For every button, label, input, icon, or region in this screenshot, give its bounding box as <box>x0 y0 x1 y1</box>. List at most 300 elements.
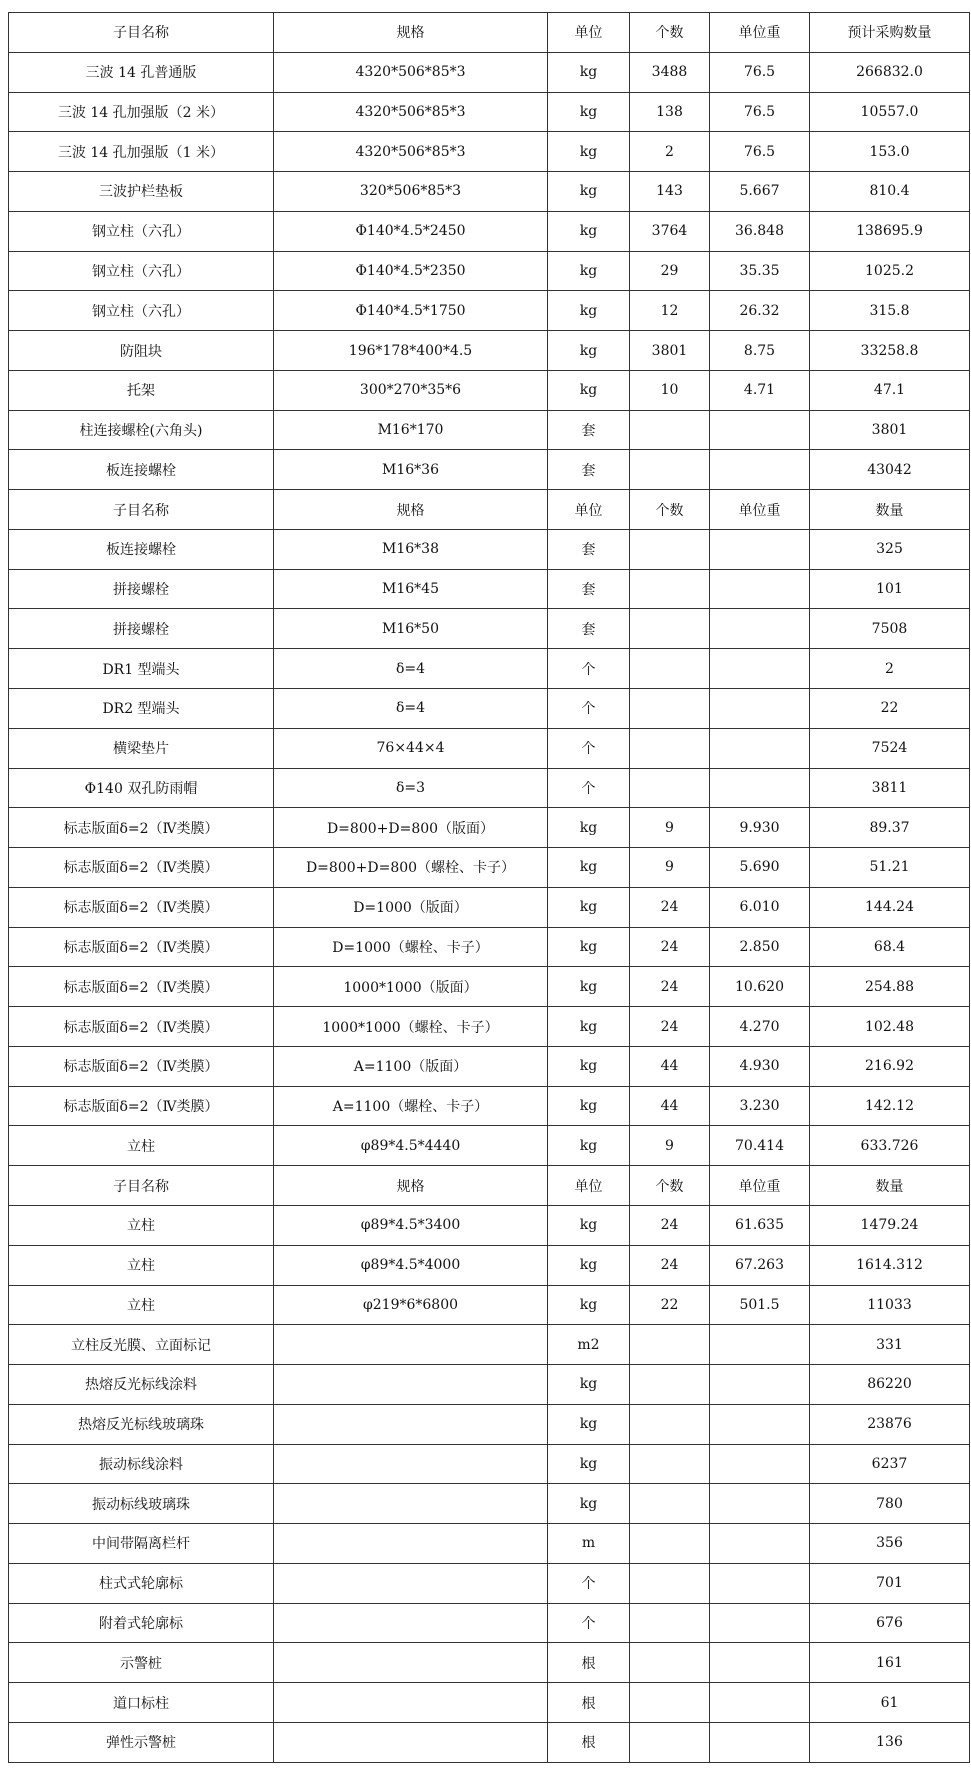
count-cell: 2 <box>630 132 710 172</box>
column-header: 单位重 <box>710 13 810 53</box>
unit-cell: 套 <box>548 410 630 450</box>
count-cell <box>630 450 710 490</box>
table-row <box>9 52 970 92</box>
count-cell: 12 <box>630 291 710 331</box>
unit-weight-cell: 5.667 <box>710 172 810 212</box>
header-row <box>9 13 970 53</box>
unit-cell: 套 <box>548 529 630 569</box>
item-name-cell: 标志版面δ=2（Ⅳ类膜） <box>9 1046 274 1086</box>
unit-cell: kg <box>548 1484 630 1524</box>
item-name-cell: 三波 14 孔加强版（2 米） <box>9 92 274 132</box>
quantity-cell: 1025.2 <box>810 251 970 291</box>
table-row <box>9 450 970 490</box>
item-name-cell: 立柱 <box>9 1285 274 1325</box>
unit-cell: 套 <box>548 450 630 490</box>
item-name-cell: 标志版面δ=2（Ⅳ类膜） <box>9 967 274 1007</box>
unit-weight-cell: 9.930 <box>710 808 810 848</box>
spec-cell: M16*45 <box>274 569 548 609</box>
item-name-cell: 热熔反光标线涂料 <box>9 1365 274 1405</box>
spec-cell: φ89*4.5*4000 <box>274 1245 548 1285</box>
spec-cell: A=1100（版面） <box>274 1046 548 1086</box>
unit-cell: kg <box>548 92 630 132</box>
column-header: 单位 <box>548 1166 630 1206</box>
quantity-cell: 254.88 <box>810 967 970 1007</box>
table-row <box>9 291 970 331</box>
count-cell <box>630 768 710 808</box>
spec-cell: φ89*4.5*3400 <box>274 1205 548 1245</box>
item-name-cell: 拼接螺栓 <box>9 569 274 609</box>
column-header: 个数 <box>630 13 710 53</box>
column-header: 规格 <box>274 490 548 530</box>
table-row <box>9 609 970 649</box>
spec-cell: D=800+D=800（版面） <box>274 808 548 848</box>
count-cell <box>630 1404 710 1444</box>
column-header: 单位重 <box>710 1166 810 1206</box>
spec-cell: D=1000（版面） <box>274 887 548 927</box>
column-header: 预计采购数量 <box>810 13 970 53</box>
unit-cell: kg <box>548 251 630 291</box>
unit-weight-cell: 10.620 <box>710 967 810 1007</box>
unit-weight-cell <box>710 1683 810 1723</box>
spec-cell: 1000*1000（螺栓、卡子） <box>274 1007 548 1047</box>
item-name-cell: 示警桩 <box>9 1643 274 1683</box>
table-row <box>9 689 970 729</box>
unit-weight-cell <box>710 569 810 609</box>
table-row <box>9 331 970 371</box>
quantity-cell: 89.37 <box>810 808 970 848</box>
unit-cell: 个 <box>548 689 630 729</box>
unit-weight-cell <box>710 1603 810 1643</box>
unit-weight-cell: 8.75 <box>710 331 810 371</box>
unit-cell: 个 <box>548 728 630 768</box>
item-name-cell: 立柱 <box>9 1126 274 1166</box>
unit-cell: m <box>548 1524 630 1564</box>
unit-weight-cell: 4.930 <box>710 1046 810 1086</box>
count-cell: 24 <box>630 927 710 967</box>
quantity-cell: 68.4 <box>810 927 970 967</box>
quantity-cell: 47.1 <box>810 370 970 410</box>
quantity-cell: 86220 <box>810 1365 970 1405</box>
item-name-cell: DR1 型端头 <box>9 649 274 689</box>
item-name-cell: 标志版面δ=2（Ⅳ类膜） <box>9 927 274 967</box>
item-name-cell: 标志版面δ=2（Ⅳ类膜） <box>9 1007 274 1047</box>
unit-cell: 套 <box>548 609 630 649</box>
count-cell: 143 <box>630 172 710 212</box>
unit-cell: kg <box>548 1245 630 1285</box>
table-row <box>9 410 970 450</box>
table-row <box>9 1404 970 1444</box>
spec-cell: 1000*1000（版面） <box>274 967 548 1007</box>
item-name-cell: 立柱 <box>9 1205 274 1245</box>
unit-weight-cell <box>710 1722 810 1762</box>
unit-weight-cell <box>710 1643 810 1683</box>
quantity-cell: 153.0 <box>810 132 970 172</box>
quantity-cell: 6237 <box>810 1444 970 1484</box>
item-name-cell: 三波护栏垫板 <box>9 172 274 212</box>
column-header: 规格 <box>274 1166 548 1206</box>
unit-weight-cell <box>710 649 810 689</box>
table-row <box>9 649 970 689</box>
table-row <box>9 92 970 132</box>
unit-cell: kg <box>548 808 630 848</box>
unit-cell: kg <box>548 1126 630 1166</box>
table-row <box>9 1325 970 1365</box>
quantity-cell: 144.24 <box>810 887 970 927</box>
count-cell: 24 <box>630 1205 710 1245</box>
unit-weight-cell: 76.5 <box>710 132 810 172</box>
unit-weight-cell <box>710 1563 810 1603</box>
spec-cell <box>274 1603 548 1643</box>
count-cell: 24 <box>630 1245 710 1285</box>
quantity-cell: 3801 <box>810 410 970 450</box>
unit-cell: kg <box>548 370 630 410</box>
count-cell: 9 <box>630 808 710 848</box>
quantity-cell: 7508 <box>810 609 970 649</box>
unit-cell: 个 <box>548 768 630 808</box>
table-row <box>9 728 970 768</box>
unit-cell: kg <box>548 1444 630 1484</box>
unit-weight-cell <box>710 728 810 768</box>
item-name-cell: 板连接螺栓 <box>9 450 274 490</box>
count-cell: 9 <box>630 1126 710 1166</box>
quantity-cell: 43042 <box>810 450 970 490</box>
procurement-table <box>8 12 970 1763</box>
spec-cell <box>274 1325 548 1365</box>
spec-cell: Φ140*4.5*2350 <box>274 251 548 291</box>
item-name-cell: 道口标柱 <box>9 1683 274 1723</box>
count-cell: 24 <box>630 967 710 1007</box>
spec-cell: φ89*4.5*4440 <box>274 1126 548 1166</box>
item-name-cell: 拼接螺栓 <box>9 609 274 649</box>
quantity-cell: 61 <box>810 1683 970 1723</box>
unit-cell: 套 <box>548 569 630 609</box>
spec-cell: Φ140*4.5*2450 <box>274 211 548 251</box>
count-cell <box>630 1603 710 1643</box>
spec-cell: δ=4 <box>274 649 548 689</box>
unit-weight-cell: 6.010 <box>710 887 810 927</box>
table-row <box>9 1086 970 1126</box>
spec-cell <box>274 1524 548 1564</box>
unit-weight-cell: 5.690 <box>710 848 810 888</box>
spec-cell <box>274 1444 548 1484</box>
table-row <box>9 967 970 1007</box>
unit-cell: 根 <box>548 1722 630 1762</box>
column-header: 个数 <box>630 490 710 530</box>
spec-cell: 300*270*35*6 <box>274 370 548 410</box>
table-row <box>9 1643 970 1683</box>
unit-cell: kg <box>548 132 630 172</box>
item-name-cell: DR2 型端头 <box>9 689 274 729</box>
item-name-cell: 钢立柱（六孔） <box>9 291 274 331</box>
count-cell <box>630 609 710 649</box>
table-row <box>9 848 970 888</box>
quantity-cell: 266832.0 <box>810 52 970 92</box>
quantity-cell: 701 <box>810 1563 970 1603</box>
unit-weight-cell <box>710 1325 810 1365</box>
table-row <box>9 370 970 410</box>
table-row <box>9 132 970 172</box>
item-name-cell: 振动标线涂料 <box>9 1444 274 1484</box>
table-row <box>9 1444 970 1484</box>
count-cell: 44 <box>630 1086 710 1126</box>
item-name-cell: 标志版面δ=2（Ⅳ类膜） <box>9 1086 274 1126</box>
count-cell: 3764 <box>630 211 710 251</box>
table-row <box>9 251 970 291</box>
count-cell <box>630 529 710 569</box>
table-row <box>9 887 970 927</box>
count-cell <box>630 1444 710 1484</box>
item-name-cell: 板连接螺栓 <box>9 529 274 569</box>
item-name-cell: 热熔反光标线玻璃珠 <box>9 1404 274 1444</box>
table-row <box>9 1603 970 1643</box>
quantity-cell: 136 <box>810 1722 970 1762</box>
quantity-cell: 356 <box>810 1524 970 1564</box>
quantity-cell: 51.21 <box>810 848 970 888</box>
count-cell <box>630 1722 710 1762</box>
unit-cell: kg <box>548 1365 630 1405</box>
spec-cell: Φ140*4.5*1750 <box>274 291 548 331</box>
quantity-cell: 138695.9 <box>810 211 970 251</box>
unit-cell: kg <box>548 1007 630 1047</box>
unit-cell: kg <box>548 291 630 331</box>
item-name-cell: 标志版面δ=2（Ⅳ类膜） <box>9 887 274 927</box>
unit-weight-cell: 67.263 <box>710 1245 810 1285</box>
quantity-cell: 101 <box>810 569 970 609</box>
unit-cell: 根 <box>548 1683 630 1723</box>
unit-cell: 根 <box>548 1643 630 1683</box>
unit-weight-cell <box>710 609 810 649</box>
count-cell <box>630 649 710 689</box>
item-name-cell: 标志版面δ=2（Ⅳ类膜） <box>9 848 274 888</box>
table-row <box>9 808 970 848</box>
table-row <box>9 1524 970 1564</box>
table-row <box>9 211 970 251</box>
unit-weight-cell: 76.5 <box>710 52 810 92</box>
table-row <box>9 1126 970 1166</box>
count-cell <box>630 1325 710 1365</box>
unit-cell: kg <box>548 927 630 967</box>
spec-cell: D=800+D=800（螺栓、卡子） <box>274 848 548 888</box>
count-cell <box>630 1563 710 1603</box>
unit-cell: m2 <box>548 1325 630 1365</box>
count-cell: 29 <box>630 251 710 291</box>
item-name-cell: Φ140 双孔防雨帽 <box>9 768 274 808</box>
column-header: 数量 <box>810 1166 970 1206</box>
spec-cell <box>274 1722 548 1762</box>
quantity-cell: 325 <box>810 529 970 569</box>
quantity-cell: 780 <box>810 1484 970 1524</box>
unit-weight-cell <box>710 410 810 450</box>
item-name-cell: 三波 14 孔普通版 <box>9 52 274 92</box>
item-name-cell: 钢立柱（六孔） <box>9 211 274 251</box>
spec-cell: 76×44×4 <box>274 728 548 768</box>
quantity-cell: 1479.24 <box>810 1205 970 1245</box>
count-cell <box>630 1643 710 1683</box>
item-name-cell: 立柱反光膜、立面标记 <box>9 1325 274 1365</box>
table-row <box>9 1484 970 1524</box>
count-cell <box>630 1683 710 1723</box>
count-cell <box>630 410 710 450</box>
table-row <box>9 529 970 569</box>
quantity-cell: 102.48 <box>810 1007 970 1047</box>
count-cell <box>630 1365 710 1405</box>
column-header: 个数 <box>630 1166 710 1206</box>
table-row <box>9 1365 970 1405</box>
spec-cell: 320*506*85*3 <box>274 172 548 212</box>
unit-weight-cell: 61.635 <box>710 1205 810 1245</box>
unit-weight-cell <box>710 1484 810 1524</box>
column-header: 单位 <box>548 13 630 53</box>
table-row <box>9 1722 970 1762</box>
header-row <box>9 1166 970 1206</box>
table-row <box>9 172 970 212</box>
count-cell <box>630 728 710 768</box>
unit-cell: kg <box>548 1285 630 1325</box>
item-name-cell: 立柱 <box>9 1245 274 1285</box>
quantity-cell: 1614.312 <box>810 1245 970 1285</box>
table-row <box>9 1205 970 1245</box>
column-header: 单位重 <box>710 490 810 530</box>
quantity-cell: 7524 <box>810 728 970 768</box>
unit-cell: kg <box>548 1205 630 1245</box>
item-name-cell: 托架 <box>9 370 274 410</box>
unit-weight-cell <box>710 689 810 729</box>
table-row <box>9 1285 970 1325</box>
quantity-cell: 810.4 <box>810 172 970 212</box>
unit-weight-cell: 70.414 <box>710 1126 810 1166</box>
count-cell: 138 <box>630 92 710 132</box>
unit-weight-cell: 2.850 <box>710 927 810 967</box>
procurement-table-body <box>9 13 970 1763</box>
item-name-cell: 标志版面δ=2（Ⅳ类膜） <box>9 808 274 848</box>
unit-cell: kg <box>548 211 630 251</box>
unit-weight-cell <box>710 1524 810 1564</box>
table-row <box>9 1683 970 1723</box>
quantity-cell: 3811 <box>810 768 970 808</box>
item-name-cell: 横梁垫片 <box>9 728 274 768</box>
count-cell: 24 <box>630 887 710 927</box>
table-row <box>9 1007 970 1047</box>
count-cell: 22 <box>630 1285 710 1325</box>
table-row <box>9 768 970 808</box>
spec-cell: M16*38 <box>274 529 548 569</box>
table-row <box>9 1046 970 1086</box>
spec-cell: δ=3 <box>274 768 548 808</box>
count-cell <box>630 689 710 729</box>
unit-weight-cell: 3.230 <box>710 1086 810 1126</box>
unit-cell: kg <box>548 172 630 212</box>
unit-weight-cell: 26.32 <box>710 291 810 331</box>
quantity-cell: 331 <box>810 1325 970 1365</box>
count-cell <box>630 1484 710 1524</box>
spec-cell: D=1000（螺栓、卡子） <box>274 927 548 967</box>
table-row <box>9 1563 970 1603</box>
count-cell: 44 <box>630 1046 710 1086</box>
item-name-cell: 防阻块 <box>9 331 274 371</box>
unit-weight-cell <box>710 1365 810 1405</box>
unit-cell: kg <box>548 1086 630 1126</box>
quantity-cell: 676 <box>810 1603 970 1643</box>
quantity-cell: 22 <box>810 689 970 729</box>
count-cell: 10 <box>630 370 710 410</box>
unit-cell: kg <box>548 887 630 927</box>
item-name-cell: 弹性示警桩 <box>9 1722 274 1762</box>
spec-cell: A=1100（螺栓、卡子） <box>274 1086 548 1126</box>
column-header: 数量 <box>810 490 970 530</box>
unit-cell: kg <box>548 1404 630 1444</box>
item-name-cell: 柱式式轮廓标 <box>9 1563 274 1603</box>
spec-cell <box>274 1365 548 1405</box>
column-header: 子目名称 <box>9 1166 274 1206</box>
table-row <box>9 569 970 609</box>
item-name-cell: 三波 14 孔加强版（1 米） <box>9 132 274 172</box>
unit-cell: kg <box>548 848 630 888</box>
unit-weight-cell: 76.5 <box>710 92 810 132</box>
quantity-cell: 142.12 <box>810 1086 970 1126</box>
quantity-cell: 33258.8 <box>810 331 970 371</box>
spec-cell: 4320*506*85*3 <box>274 132 548 172</box>
table-row <box>9 927 970 967</box>
unit-cell: 个 <box>548 649 630 689</box>
unit-cell: 个 <box>548 1563 630 1603</box>
spec-cell: M16*36 <box>274 450 548 490</box>
quantity-cell: 2 <box>810 649 970 689</box>
unit-cell: 个 <box>548 1603 630 1643</box>
count-cell: 3488 <box>630 52 710 92</box>
header-row <box>9 490 970 530</box>
unit-weight-cell <box>710 1444 810 1484</box>
quantity-cell: 11033 <box>810 1285 970 1325</box>
spec-cell: 196*178*400*4.5 <box>274 331 548 371</box>
column-header: 规格 <box>274 13 548 53</box>
count-cell <box>630 569 710 609</box>
spec-cell <box>274 1683 548 1723</box>
count-cell <box>630 1524 710 1564</box>
unit-cell: kg <box>548 331 630 371</box>
spec-cell: 4320*506*85*3 <box>274 52 548 92</box>
spec-cell <box>274 1404 548 1444</box>
unit-cell: kg <box>548 1046 630 1086</box>
count-cell: 9 <box>630 848 710 888</box>
spec-cell <box>274 1484 548 1524</box>
item-name-cell: 振动标线玻璃珠 <box>9 1484 274 1524</box>
spec-cell <box>274 1643 548 1683</box>
unit-weight-cell: 4.71 <box>710 370 810 410</box>
unit-weight-cell: 501.5 <box>710 1285 810 1325</box>
spec-cell: δ=4 <box>274 689 548 729</box>
item-name-cell: 附着式轮廓标 <box>9 1603 274 1643</box>
quantity-cell: 23876 <box>810 1404 970 1444</box>
unit-weight-cell <box>710 768 810 808</box>
unit-weight-cell: 35.35 <box>710 251 810 291</box>
table-row <box>9 1245 970 1285</box>
spec-cell: M16*50 <box>274 609 548 649</box>
column-header: 子目名称 <box>9 490 274 530</box>
spec-cell: M16*170 <box>274 410 548 450</box>
unit-weight-cell: 4.270 <box>710 1007 810 1047</box>
unit-cell: kg <box>548 967 630 1007</box>
count-cell: 3801 <box>630 331 710 371</box>
spec-cell: φ219*6*6800 <box>274 1285 548 1325</box>
spec-cell: 4320*506*85*3 <box>274 92 548 132</box>
unit-weight-cell <box>710 529 810 569</box>
column-header: 子目名称 <box>9 13 274 53</box>
unit-weight-cell <box>710 1404 810 1444</box>
item-name-cell: 中间带隔离栏杆 <box>9 1524 274 1564</box>
spec-cell <box>274 1563 548 1603</box>
item-name-cell: 柱连接螺栓(六角头) <box>9 410 274 450</box>
quantity-cell: 315.8 <box>810 291 970 331</box>
